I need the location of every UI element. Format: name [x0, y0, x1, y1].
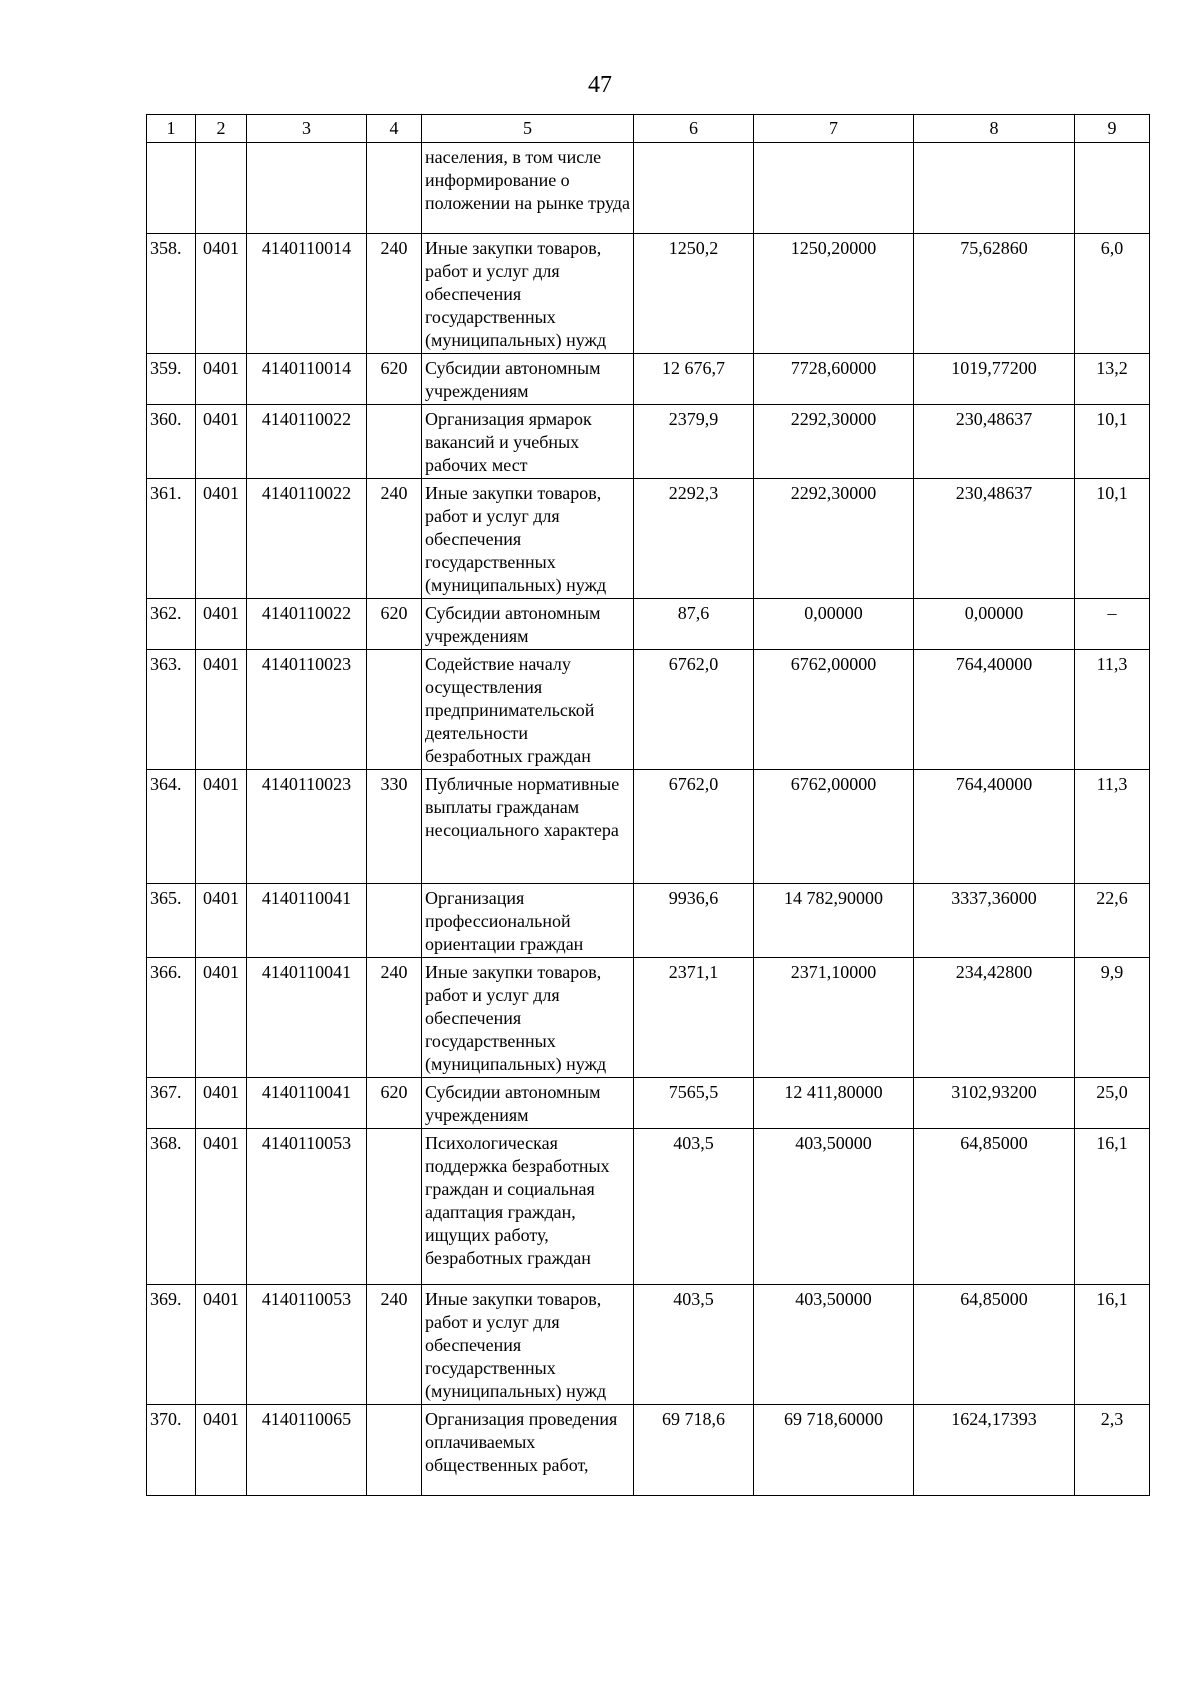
row-number: 367.: [147, 1078, 196, 1129]
value-col-9: 10,1: [1075, 405, 1150, 479]
value-col-6: [634, 143, 754, 234]
value-col-9: 10,1: [1075, 479, 1150, 599]
value-col-9: [1075, 143, 1150, 234]
target-article-code: 4140110053: [247, 1129, 367, 1285]
value-col-9: 2,3: [1075, 1405, 1150, 1496]
value-col-7: 2292,30000: [754, 405, 914, 479]
value-col-8: 3102,93200: [914, 1078, 1075, 1129]
table-row: [147, 958, 1150, 1078]
expense-type-code: [367, 884, 422, 958]
value-col-7: 0,00000: [754, 599, 914, 650]
value-col-8: 764,40000: [914, 650, 1075, 770]
section-code: 0401: [196, 1078, 247, 1129]
value-col-8: 64,85000: [914, 1285, 1075, 1405]
header-cell-1: 1: [147, 115, 196, 143]
expense-name: населения, в том числе информирование о положении на рынке труда: [422, 143, 634, 234]
section-code: 0401: [196, 354, 247, 405]
value-col-7: 14 782,90000: [754, 884, 914, 958]
table-row: [147, 770, 1150, 884]
value-col-7: 69 718,60000: [754, 1405, 914, 1496]
section-code: 0401: [196, 650, 247, 770]
expense-type-code: 240: [367, 234, 422, 354]
value-col-6: 6762,0: [634, 650, 754, 770]
row-number: 368.: [147, 1129, 196, 1285]
value-col-6: 1250,2: [634, 234, 754, 354]
expense-name: Организация проведения оплачиваемых общественных работ,: [422, 1405, 634, 1496]
section-code: 0401: [196, 234, 247, 354]
row-number: 360.: [147, 405, 196, 479]
value-col-8: 64,85000: [914, 1129, 1075, 1285]
target-article-code: 4140110014: [247, 234, 367, 354]
target-article-code: 4140110023: [247, 650, 367, 770]
table-row: [147, 599, 1150, 650]
expense-type-code: [367, 405, 422, 479]
expense-type-code: [367, 1405, 422, 1496]
value-col-8: 1019,77200: [914, 354, 1075, 405]
table-row: [147, 1129, 1150, 1285]
value-col-8: 230,48637: [914, 405, 1075, 479]
value-col-7: 2371,10000: [754, 958, 914, 1078]
table-row: [147, 234, 1150, 354]
value-col-6: 87,6: [634, 599, 754, 650]
value-col-7: 6762,00000: [754, 770, 914, 884]
expense-type-code: 330: [367, 770, 422, 884]
target-article-code: 4140110041: [247, 958, 367, 1078]
value-col-6: 2292,3: [634, 479, 754, 599]
table-row: [147, 143, 1150, 234]
expense-name: Иные закупки товаров, работ и услуг для обеспечения государственных (муниципальных) нужд: [422, 234, 634, 354]
value-col-8: [914, 143, 1075, 234]
value-col-8: 1624,17393: [914, 1405, 1075, 1496]
expense-name: Иные закупки товаров, работ и услуг для обеспечения государственных (муниципальных) нужд: [422, 479, 634, 599]
value-col-6: 2371,1: [634, 958, 754, 1078]
value-col-6: 403,5: [634, 1129, 754, 1285]
value-col-7: [754, 143, 914, 234]
value-col-7: 403,50000: [754, 1285, 914, 1405]
expense-name: Иные закупки товаров, работ и услуг для обеспечения государственных (муниципальных) нужд: [422, 958, 634, 1078]
target-article-code: 4140110014: [247, 354, 367, 405]
value-col-9: 13,2: [1075, 354, 1150, 405]
value-col-7: 1250,20000: [754, 234, 914, 354]
value-col-7: 7728,60000: [754, 354, 914, 405]
value-col-9: 22,6: [1075, 884, 1150, 958]
value-col-6: 7565,5: [634, 1078, 754, 1129]
expense-name: Субсидии автономным учреждениям: [422, 354, 634, 405]
target-article-code: 4140110053: [247, 1285, 367, 1405]
value-col-9: 11,3: [1075, 770, 1150, 884]
target-article-code: 4140110041: [247, 884, 367, 958]
table-row: [147, 884, 1150, 958]
table-row: [147, 479, 1150, 599]
section-code: 0401: [196, 958, 247, 1078]
value-col-8: 234,42800: [914, 958, 1075, 1078]
expense-type-code: [367, 650, 422, 770]
budget-table: [146, 114, 1150, 1496]
expense-type-code: 620: [367, 599, 422, 650]
target-article-code: 4140110065: [247, 1405, 367, 1496]
value-col-6: 69 718,6: [634, 1405, 754, 1496]
value-col-8: 764,40000: [914, 770, 1075, 884]
row-number: 366.: [147, 958, 196, 1078]
header-cell-9: 9: [1075, 115, 1150, 143]
section-code: 0401: [196, 1129, 247, 1285]
row-number: 365.: [147, 884, 196, 958]
section-code: 0401: [196, 599, 247, 650]
value-col-8: 230,48637: [914, 479, 1075, 599]
section-code: 0401: [196, 1405, 247, 1496]
row-number: 370.: [147, 1405, 196, 1496]
value-col-6: 2379,9: [634, 405, 754, 479]
expense-name: Субсидии автономным учреждениям: [422, 599, 634, 650]
header-cell-2: 2: [196, 115, 247, 143]
value-col-9: –: [1075, 599, 1150, 650]
expense-type-code: [367, 1129, 422, 1285]
target-article-code: 4140110041: [247, 1078, 367, 1129]
table-row: [147, 354, 1150, 405]
table-body: [147, 143, 1150, 1496]
value-col-7: 6762,00000: [754, 650, 914, 770]
value-col-8: 0,00000: [914, 599, 1075, 650]
header-cell-5: 5: [422, 115, 634, 143]
row-number: 361.: [147, 479, 196, 599]
section-code: 0401: [196, 405, 247, 479]
section-code: 0401: [196, 479, 247, 599]
value-col-8: 75,62860: [914, 234, 1075, 354]
header-cell-4: 4: [367, 115, 422, 143]
expense-type-code: 240: [367, 1285, 422, 1405]
expense-type-code: 240: [367, 958, 422, 1078]
table-row: [147, 1285, 1150, 1405]
row-number: [147, 143, 196, 234]
value-col-6: 6762,0: [634, 770, 754, 884]
header-cell-6: 6: [634, 115, 754, 143]
expense-name: Публичные нормативные выплаты гражданам несоциального характера: [422, 770, 634, 884]
target-article-code: 4140110022: [247, 479, 367, 599]
value-col-9: 9,9: [1075, 958, 1150, 1078]
row-number: 359.: [147, 354, 196, 405]
expense-name: Содействие началу осуществления предпринимательской деятельности безработных граждан: [422, 650, 634, 770]
target-article-code: 4140110023: [247, 770, 367, 884]
expense-name: Психологическая поддержка безработных граждан и социальная адаптация граждан, ищущих работу, безработных граждан: [422, 1129, 634, 1285]
page-number: 47: [588, 72, 612, 98]
value-col-9: 25,0: [1075, 1078, 1150, 1129]
value-col-7: 2292,30000: [754, 479, 914, 599]
row-number: 369.: [147, 1285, 196, 1405]
section-code: 0401: [196, 770, 247, 884]
expense-name: Организация профессиональной ориентации граждан: [422, 884, 634, 958]
expense-type-code: 620: [367, 1078, 422, 1129]
expense-type-code: 240: [367, 479, 422, 599]
value-col-9: 16,1: [1075, 1129, 1150, 1285]
header-cell-3: 3: [247, 115, 367, 143]
section-code: [196, 143, 247, 234]
header-cell-8: 8: [914, 115, 1075, 143]
value-col-9: 6,0: [1075, 234, 1150, 354]
header-row: [147, 115, 1150, 143]
target-article-code: 4140110022: [247, 405, 367, 479]
value-col-7: 403,50000: [754, 1129, 914, 1285]
table-row: [147, 1078, 1150, 1129]
row-number: 358.: [147, 234, 196, 354]
expense-type-code: [367, 143, 422, 234]
value-col-6: 12 676,7: [634, 354, 754, 405]
table-row: [147, 1405, 1150, 1496]
section-code: 0401: [196, 1285, 247, 1405]
section-code: 0401: [196, 884, 247, 958]
expense-name: Субсидии автономным учреждениям: [422, 1078, 634, 1129]
target-article-code: 4140110022: [247, 599, 367, 650]
expense-name: Организация ярмарок вакансий и учебных рабочих мест: [422, 405, 634, 479]
table-row: [147, 405, 1150, 479]
value-col-9: 11,3: [1075, 650, 1150, 770]
table-row: [147, 650, 1150, 770]
value-col-8: 3337,36000: [914, 884, 1075, 958]
row-number: 363.: [147, 650, 196, 770]
row-number: 362.: [147, 599, 196, 650]
value-col-7: 12 411,80000: [754, 1078, 914, 1129]
expense-type-code: 620: [367, 354, 422, 405]
value-col-6: 403,5: [634, 1285, 754, 1405]
row-number: 364.: [147, 770, 196, 884]
value-col-6: 9936,6: [634, 884, 754, 958]
expense-name: Иные закупки товаров, работ и услуг для обеспечения государственных (муниципальных) нужд: [422, 1285, 634, 1405]
value-col-9: 16,1: [1075, 1285, 1150, 1405]
header-cell-7: 7: [754, 115, 914, 143]
target-article-code: [247, 143, 367, 234]
